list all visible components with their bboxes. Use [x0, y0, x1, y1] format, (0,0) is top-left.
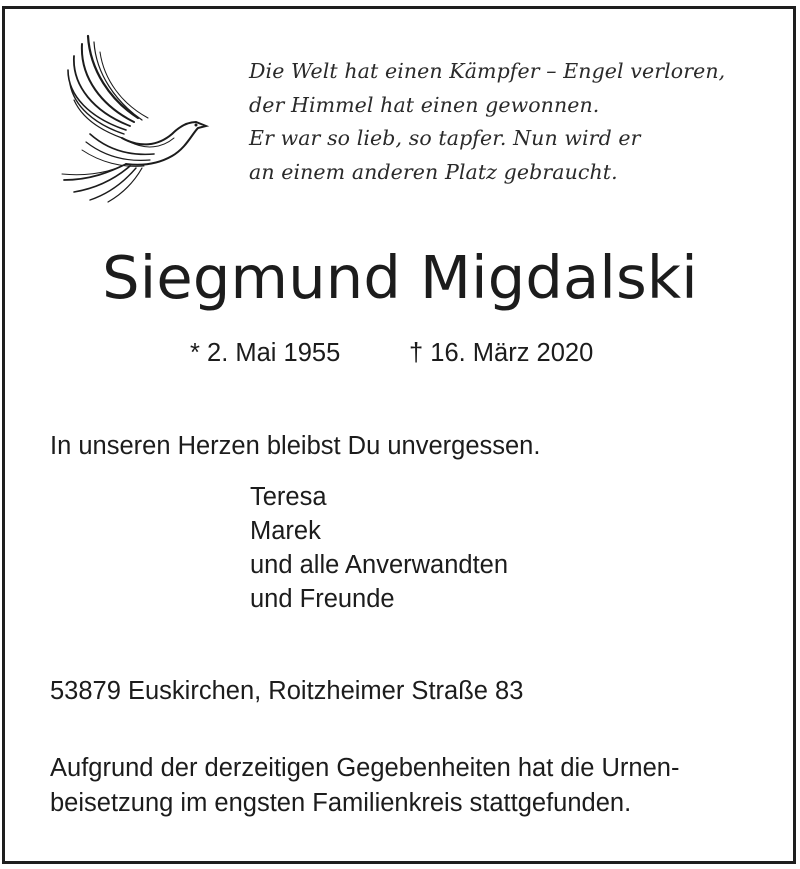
birth-date: * 2. Mai 1955	[190, 339, 341, 367]
death-date: † 16. März 2020	[409, 339, 594, 367]
remembrance-line: In unseren Herzen bleibst Du unvergessen.	[50, 432, 541, 460]
mourner: und alle Anverwandten	[250, 551, 509, 579]
notice-line: Aufgrund der derzeitigen Gegebenheiten hat die Urnen-	[50, 754, 680, 782]
notice-line: beisetzung im engsten Familienkreis stattgefunden.	[50, 788, 632, 817]
memorial-poem	[249, 55, 725, 189]
poem-line: Er war so lieb, so tapfer. Nun wird er	[249, 126, 641, 150]
mourners-list	[250, 480, 508, 616]
mourner: und Freunde	[250, 585, 395, 613]
poem-line: der Himmel hat einen gewonnen.	[249, 92, 600, 117]
dove-icon	[60, 30, 210, 205]
poem-line: Die Welt hat einen Kämpfer – Engel verloren,	[249, 59, 726, 83]
mourner: Marek	[250, 517, 321, 545]
deceased-name: Siegmund Migdalski	[102, 243, 698, 312]
family-address: 53879 Euskirchen, Roitzheimer Straße 83	[50, 677, 524, 705]
burial-notice	[50, 751, 679, 820]
poem-line: an einem anderen Platz gebraucht.	[249, 159, 618, 184]
mourner: Teresa	[250, 483, 327, 511]
